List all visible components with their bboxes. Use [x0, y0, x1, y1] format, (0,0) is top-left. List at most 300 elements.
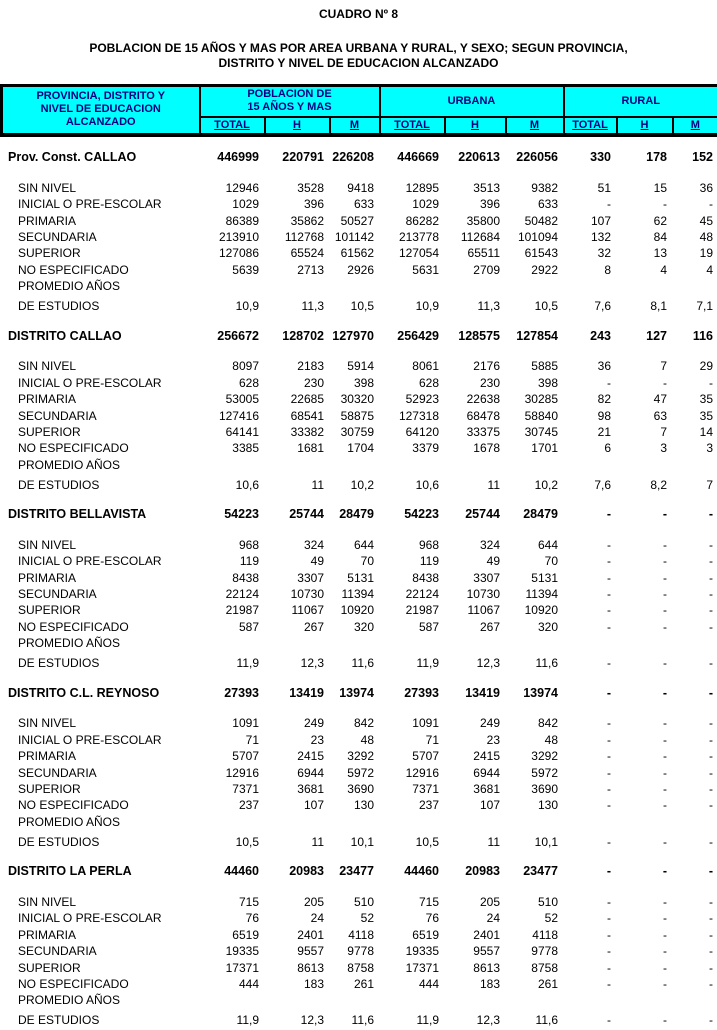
row-label: PRIMARIA	[18, 213, 77, 228]
value-cell: 3	[660, 441, 667, 456]
value-cell	[378, 635, 443, 651]
row-label: SIN NIVEL	[18, 537, 77, 552]
value-cell: -	[709, 911, 713, 926]
spacer-cell	[0, 344, 717, 358]
value-cell: -	[607, 927, 611, 942]
value-cell	[443, 992, 504, 1008]
value-cell: 11,3	[301, 299, 324, 314]
value-cell: 27393	[224, 685, 259, 700]
value-cell	[198, 635, 263, 651]
value-cell: -	[663, 781, 667, 796]
value-cell: 2922	[531, 262, 558, 277]
section-total-row	[0, 506, 717, 523]
education-level-row	[0, 976, 717, 992]
value-cell: 11,9	[236, 1013, 259, 1028]
value-cell: 22638	[466, 392, 500, 407]
value-cell: -	[709, 944, 713, 959]
value-cell: 8758	[531, 960, 558, 975]
value-cell: -	[709, 587, 713, 602]
value-cell: -	[607, 554, 611, 569]
value-cell: 213778	[398, 230, 439, 245]
value-cell: 320	[353, 619, 374, 634]
value-cell: 3681	[297, 781, 324, 796]
value-cell: 63	[653, 408, 667, 423]
gap-after-section-title	[0, 344, 717, 358]
education-level-row	[0, 570, 717, 586]
value-cell: 9557	[473, 944, 500, 959]
row-label: SIN NIVEL	[18, 180, 77, 195]
value-cell: 10920	[340, 603, 374, 618]
table-body	[0, 137, 717, 1030]
value-cell: 23	[486, 732, 500, 747]
spacer-cell	[0, 880, 717, 894]
value-cell: -	[709, 927, 713, 942]
value-cell	[328, 278, 378, 294]
value-cell: 23477	[339, 864, 374, 879]
row-label: NO ESPECIFICADO	[18, 619, 129, 634]
value-cell: -	[663, 603, 667, 618]
value-cell: 842	[353, 716, 374, 731]
value-cell: 183	[479, 976, 500, 991]
row-label: SUPERIOR	[18, 246, 81, 261]
gap-after-section-title	[0, 523, 717, 537]
value-cell: 11	[487, 834, 500, 849]
education-level-row	[0, 602, 717, 618]
row-label: PRIMARIA	[18, 927, 77, 942]
value-cell: 20983	[465, 864, 500, 879]
value-cell: 70	[360, 554, 374, 569]
value-cell: 842	[537, 716, 558, 731]
value-cell: 11,9	[416, 656, 439, 671]
value-cell: 205	[479, 894, 500, 909]
value-cell: 35	[699, 408, 713, 423]
row-label: DE ESTUDIOS	[18, 834, 100, 849]
value-cell	[504, 992, 562, 1008]
value-cell: 11,9	[236, 656, 259, 671]
value-cell: 5707	[412, 749, 439, 764]
value-cell: 256672	[217, 328, 259, 343]
value-cell: 6944	[297, 765, 324, 780]
value-cell: 116	[692, 328, 713, 343]
value-cell: -	[662, 507, 667, 522]
value-cell: 53005	[225, 392, 259, 407]
value-cell: 3292	[531, 749, 558, 764]
value-cell: 17371	[225, 960, 259, 975]
value-cell: 62	[653, 213, 667, 228]
value-cell: 12,3	[300, 656, 324, 671]
subcol-label: TOTAL	[214, 119, 250, 131]
education-level-row	[0, 635, 717, 651]
value-cell: 715	[418, 894, 439, 909]
value-cell: -	[709, 375, 713, 390]
value-cell: 13419	[465, 685, 500, 700]
value-cell: 628	[238, 375, 259, 390]
value-cell: 12916	[225, 765, 259, 780]
value-cell	[378, 814, 443, 830]
value-cell: 11	[487, 477, 500, 492]
value-cell: 127	[646, 328, 667, 343]
row-label: SUPERIOR	[18, 424, 81, 439]
education-level-row	[0, 732, 717, 748]
value-cell: 324	[479, 537, 500, 552]
row-label: SECUNDARIA	[18, 765, 97, 780]
subcol-urbana-total	[380, 117, 445, 135]
value-cell: 61543	[524, 246, 558, 261]
value-cell: 132	[590, 230, 611, 245]
row-label: Prov. Const. CALLAO	[8, 150, 137, 165]
value-cell	[671, 992, 717, 1008]
value-cell: -	[708, 864, 713, 879]
value-cell: 107	[479, 798, 500, 813]
row-label: DISTRITO BELLAVISTA	[8, 507, 147, 522]
value-cell: 8097	[232, 359, 259, 374]
value-cell: 32	[597, 246, 611, 261]
row-label: DE ESTUDIOS	[18, 299, 100, 314]
value-cell: 1704	[347, 441, 374, 456]
row-label: INICIAL O PRE-ESCOLAR	[18, 375, 162, 390]
value-cell	[443, 814, 504, 830]
header-group-row	[2, 86, 717, 117]
value-cell	[263, 814, 328, 830]
value-cell: 3681	[473, 781, 500, 796]
education-level-row	[0, 294, 717, 315]
table-header	[0, 84, 717, 137]
value-cell: 644	[537, 537, 558, 552]
value-cell: -	[607, 976, 611, 991]
value-cell: 21987	[405, 603, 439, 618]
value-cell: -	[663, 911, 667, 926]
value-cell: 22124	[225, 587, 259, 602]
table-body-rows	[0, 137, 717, 1030]
value-cell: 7371	[412, 781, 439, 796]
row-label: PROMEDIO AÑOS	[18, 457, 121, 472]
subcol-urbana-m	[506, 117, 564, 135]
value-cell: 8613	[297, 960, 324, 975]
value-cell: 7,6	[594, 477, 611, 492]
subcol-urbana-h	[445, 117, 506, 135]
value-cell: -	[663, 587, 667, 602]
value-cell: 119	[239, 554, 259, 569]
value-cell: 3307	[297, 570, 324, 585]
value-cell	[378, 278, 443, 294]
value-cell: 130	[353, 798, 374, 813]
value-cell: -	[607, 894, 611, 909]
value-cell: 98	[597, 408, 611, 423]
value-cell: -	[663, 749, 667, 764]
subcol-label: M	[690, 119, 700, 131]
value-cell: 396	[303, 197, 324, 212]
value-cell: -	[607, 944, 611, 959]
value-cell: 10,6	[415, 477, 439, 492]
value-cell: 1029	[412, 197, 439, 212]
value-cell: 49	[310, 554, 324, 569]
value-cell: 6	[604, 441, 611, 456]
value-cell: 14	[699, 424, 713, 439]
value-cell: 261	[537, 976, 558, 991]
subcol-label: TOTAL	[394, 119, 430, 131]
value-cell: 11067	[291, 603, 324, 618]
value-cell: 127318	[398, 408, 439, 423]
education-level-row	[0, 424, 717, 440]
value-cell: -	[708, 507, 713, 522]
value-cell: 320	[537, 619, 558, 634]
spacer-cell	[0, 523, 717, 537]
value-cell: 5972	[531, 765, 558, 780]
value-cell	[562, 457, 615, 473]
value-cell: 29	[699, 359, 713, 374]
value-cell: 5885	[531, 359, 558, 374]
value-cell: 5131	[531, 570, 558, 585]
value-cell: 587	[418, 619, 439, 634]
column-header-provincia	[2, 86, 200, 135]
value-cell: 8613	[473, 960, 500, 975]
gap-after-section-title	[0, 880, 717, 894]
value-cell: 2183	[297, 359, 324, 374]
value-cell: 10,6	[235, 477, 259, 492]
value-cell: -	[663, 976, 667, 991]
education-level-row	[0, 196, 717, 212]
education-level-row	[0, 358, 717, 374]
value-cell: 12,3	[476, 1013, 500, 1028]
value-cell: 47	[653, 392, 667, 407]
value-cell: 237	[418, 798, 439, 813]
value-cell	[378, 992, 443, 1008]
value-cell: 183	[303, 976, 324, 991]
value-cell: 3385	[232, 441, 259, 456]
value-cell: 52	[544, 911, 558, 926]
column-group-rural	[564, 86, 717, 117]
value-cell: -	[607, 619, 611, 634]
value-cell: 11394	[341, 587, 374, 602]
value-cell: -	[606, 685, 611, 700]
education-level-row	[0, 814, 717, 830]
value-cell: 130	[537, 798, 558, 813]
value-cell: -	[607, 537, 611, 552]
education-level-row	[0, 278, 717, 294]
value-cell: 628	[418, 375, 439, 390]
value-cell: 11,6	[535, 656, 558, 671]
value-cell: 107	[303, 798, 324, 813]
value-cell: 10,1	[534, 834, 558, 849]
value-cell: 8,1	[650, 299, 667, 314]
value-cell: 35862	[290, 213, 324, 228]
value-cell	[263, 992, 328, 1008]
value-cell: 30320	[340, 392, 374, 407]
value-cell	[504, 457, 562, 473]
value-cell: 7371	[232, 781, 259, 796]
value-cell: -	[663, 554, 667, 569]
value-cell: -	[663, 537, 667, 552]
spacer-cell	[0, 701, 717, 715]
value-cell: 70	[544, 554, 558, 569]
education-level-row	[0, 391, 717, 407]
row-label: DISTRITO C.L. REYNOSO	[8, 685, 160, 700]
column-group-poblacion	[200, 86, 380, 117]
value-cell: 10730	[290, 587, 324, 602]
value-cell: -	[709, 197, 713, 212]
value-cell: -	[709, 976, 713, 991]
row-label: PROMEDIO AÑOS	[18, 636, 121, 651]
value-cell: -	[663, 716, 667, 731]
education-level-row	[0, 375, 717, 391]
subcol-poblacion-total	[200, 117, 265, 135]
subcol-rural-m	[673, 117, 717, 135]
value-cell: 11,3	[477, 299, 500, 314]
value-cell: 1091	[232, 716, 259, 731]
education-level-row	[0, 537, 717, 553]
value-cell: -	[662, 685, 667, 700]
value-cell: 127970	[332, 328, 374, 343]
value-cell: 8	[604, 262, 611, 277]
value-cell: -	[709, 798, 713, 813]
value-cell	[562, 635, 615, 651]
value-cell: 249	[303, 716, 324, 731]
value-cell: 19335	[225, 944, 259, 959]
value-cell: -	[709, 603, 713, 618]
value-cell: 71	[425, 732, 439, 747]
value-cell: 12,3	[300, 1013, 324, 1028]
value-cell: 50482	[524, 213, 558, 228]
value-cell: 28479	[523, 507, 558, 522]
value-cell: 10,2	[534, 477, 558, 492]
education-level-row	[0, 927, 717, 943]
value-cell: 9778	[531, 944, 558, 959]
gap-after-section-title	[0, 701, 717, 715]
value-cell: 24	[310, 911, 324, 926]
row-label: INICIAL O PRE-ESCOLAR	[18, 911, 162, 926]
value-cell: 8438	[412, 570, 439, 585]
value-cell: 220613	[458, 150, 500, 165]
gap-between-sections	[0, 315, 717, 327]
education-level-row	[0, 894, 717, 910]
value-cell	[615, 814, 671, 830]
value-cell	[328, 992, 378, 1008]
value-cell: 3307	[473, 570, 500, 585]
value-cell: 12,3	[476, 656, 500, 671]
education-level-row	[0, 180, 717, 196]
value-cell: 205	[303, 894, 324, 909]
value-cell	[615, 992, 671, 1008]
value-cell: 84	[653, 230, 667, 245]
value-cell: 10,9	[235, 299, 259, 314]
row-label: SIN NIVEL	[18, 894, 77, 909]
gap-after-section-title	[0, 166, 717, 180]
value-cell: 24	[486, 911, 500, 926]
value-cell: 2709	[473, 262, 500, 277]
value-cell: 15	[653, 180, 667, 195]
value-cell: 5631	[412, 262, 439, 277]
education-level-row	[0, 1008, 717, 1029]
value-cell: 48	[360, 732, 374, 747]
value-cell: 35	[699, 392, 713, 407]
value-cell: 1678	[473, 441, 500, 456]
value-cell: 13974	[523, 685, 558, 700]
value-cell: 21987	[225, 603, 259, 618]
value-cell: 10920	[524, 603, 558, 618]
subtitle-line-2: DISTRITO Y NIVEL DE EDUCACION ALCANZADO	[218, 56, 499, 70]
value-cell: 128575	[458, 328, 500, 343]
value-cell	[671, 635, 717, 651]
row-label: SUPERIOR	[18, 781, 81, 796]
row-label: SUPERIOR	[18, 603, 81, 618]
row-label: INICIAL O PRE-ESCOLAR	[18, 554, 162, 569]
value-cell: -	[607, 1013, 611, 1028]
value-cell: 226208	[332, 150, 374, 165]
value-cell: 226056	[516, 150, 558, 165]
row-label: NO ESPECIFICADO	[18, 441, 129, 456]
subcol-poblacion-m	[330, 117, 380, 135]
value-cell: 52	[360, 911, 374, 926]
value-cell: 7	[660, 359, 667, 374]
value-cell: 22685	[290, 392, 324, 407]
value-cell: 1029	[232, 197, 259, 212]
value-cell: -	[663, 765, 667, 780]
row-label: PROMEDIO AÑOS	[18, 279, 121, 294]
value-cell: 4	[706, 262, 713, 277]
value-cell	[328, 635, 378, 651]
value-cell: 119	[419, 554, 439, 569]
value-cell: 48	[544, 732, 558, 747]
value-cell: 2401	[473, 927, 500, 942]
value-cell	[615, 278, 671, 294]
value-cell: 11,6	[351, 1013, 374, 1028]
value-cell	[198, 814, 263, 830]
value-cell	[198, 457, 263, 473]
gap-between-sections	[0, 672, 717, 684]
value-cell: 324	[303, 537, 324, 552]
education-level-row	[0, 830, 717, 851]
value-cell: -	[607, 716, 611, 731]
value-cell: -	[708, 685, 713, 700]
row-label: INICIAL O PRE-ESCOLAR	[18, 732, 162, 747]
value-cell: -	[607, 732, 611, 747]
value-cell: -	[709, 765, 713, 780]
spacer-cell	[0, 166, 717, 180]
value-cell: -	[663, 375, 667, 390]
row-label: PROMEDIO AÑOS	[18, 814, 121, 829]
value-cell: 10730	[466, 587, 500, 602]
value-cell: -	[606, 864, 611, 879]
value-cell: 9418	[347, 180, 374, 195]
value-cell: 5707	[232, 749, 259, 764]
row-label: NO ESPECIFICADO	[18, 798, 129, 813]
value-cell: 220791	[282, 150, 324, 165]
value-cell: 8,2	[650, 477, 667, 492]
value-cell: 23477	[523, 864, 558, 879]
value-cell: 3	[706, 441, 713, 456]
value-cell: 33382	[290, 424, 324, 439]
value-cell: 12946	[225, 180, 259, 195]
value-cell: 49	[486, 554, 500, 569]
value-cell: -	[607, 570, 611, 585]
value-cell: 86282	[405, 213, 439, 228]
value-cell: 230	[303, 375, 324, 390]
value-cell: 58875	[340, 408, 374, 423]
value-cell: 20983	[289, 864, 324, 879]
value-cell	[198, 278, 263, 294]
value-cell: 398	[353, 375, 374, 390]
row-label: SECUNDARIA	[18, 408, 97, 423]
education-level-row	[0, 586, 717, 602]
subcol-label: M	[349, 119, 360, 131]
value-cell: 2713	[297, 262, 324, 277]
value-cell: 68478	[466, 408, 500, 423]
value-cell	[198, 992, 263, 1008]
value-cell: 19	[699, 246, 713, 261]
value-cell: 2415	[297, 749, 324, 764]
value-cell: -	[663, 732, 667, 747]
education-level-row	[0, 229, 717, 245]
